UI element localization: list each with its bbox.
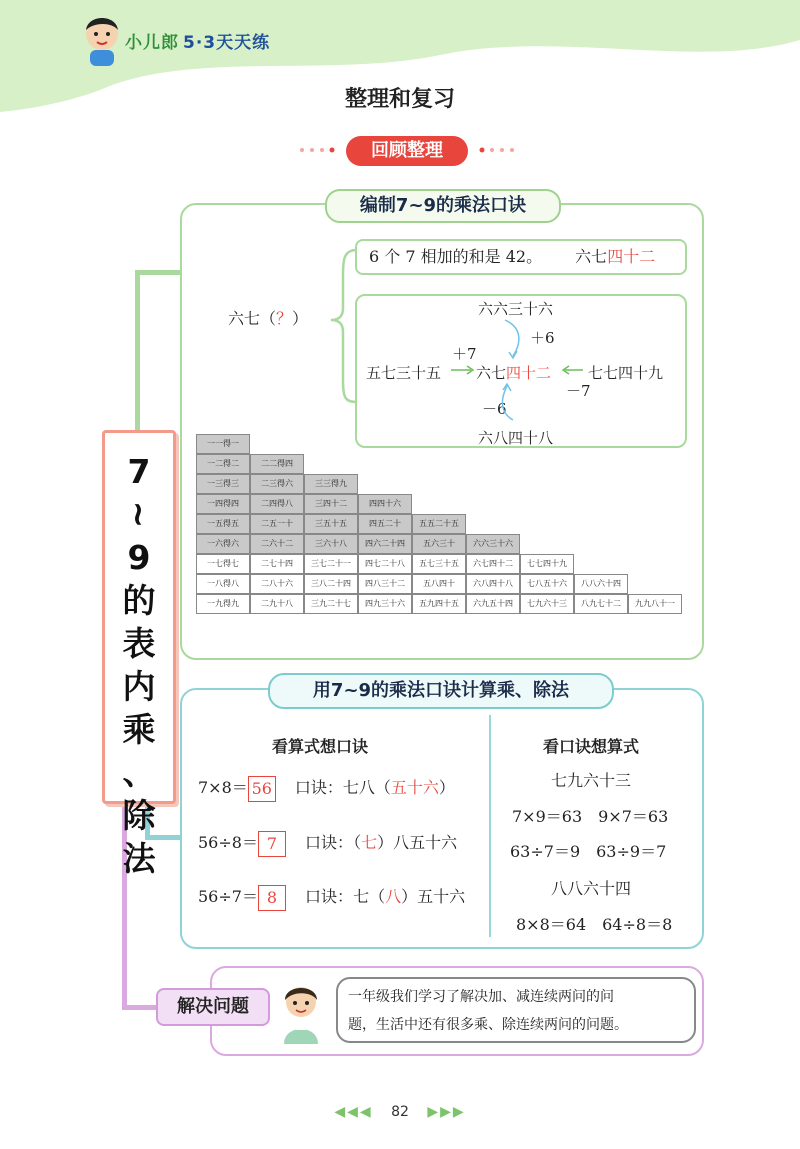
table-cell: 三六十八 [304, 534, 358, 554]
diagram-plus6: ＋6 [530, 329, 555, 347]
table-cell: 四八三十二 [358, 574, 412, 594]
rhyme-answer: 七 [361, 833, 378, 852]
table-cell: 一一得一 [196, 434, 250, 454]
table-cell: 一七得七 [196, 554, 250, 574]
table-cell: 二八十六 [250, 574, 304, 594]
rhyme-answer: 八 [385, 887, 402, 906]
vertical-title-char: ~ [119, 500, 159, 529]
table-cell: 四九三十六 [358, 594, 412, 614]
left-row-2 [198, 830, 457, 857]
right-line-1-2: 63÷7＝9 63÷9＝7 [510, 842, 667, 861]
review-section-badge: 回顾整理 [346, 136, 468, 166]
table-cell: 一九得九 [196, 594, 250, 614]
table-cell: 四六二十四 [358, 534, 412, 554]
tree-line-green [135, 270, 140, 435]
table-cell: 二六十二 [250, 534, 304, 554]
vertical-title-char: 、 [122, 753, 156, 792]
table-cell: 六八四十八 [466, 574, 520, 594]
left-row-1 [198, 775, 455, 802]
rhyme-label: 口诀： [305, 887, 354, 906]
vertical-title [102, 450, 176, 880]
rhyme-answer: 五十六 [390, 778, 439, 797]
rhyme-pre: 七（ [353, 887, 386, 906]
speech-bubble [336, 977, 696, 1043]
diagram-right: 七七四十九 [588, 364, 664, 382]
question-label [228, 306, 308, 329]
table-cell: 五六三十 [412, 534, 466, 554]
table-cell: 三三得九 [304, 474, 358, 494]
rhyme-post: ）五十六 [401, 887, 466, 906]
right-line-2-1: 8×8＝64 64÷8＝8 [516, 915, 673, 934]
table-cell: 八九七十二 [574, 594, 628, 614]
vertical-title-char: 除 [122, 796, 156, 835]
rhyme-post: ）八五十六 [377, 833, 458, 852]
section2-divider [489, 715, 491, 937]
table-cell: 一四得四 [196, 494, 250, 514]
question-mark: ？ [276, 309, 293, 328]
section1-title: 编制7~9的乘法口诀 [325, 189, 561, 223]
vertical-title-char: 乘 [122, 710, 156, 749]
speech-line-1: 一年级我们学习了解决加、减连续两问的问 [348, 989, 614, 1005]
table-cell: 三八二十四 [304, 574, 358, 594]
table-cell: 三五十五 [304, 514, 358, 534]
tree-branch-purple [122, 1005, 158, 1010]
vertical-title-char: 法 [122, 839, 156, 878]
table-cell: 五五二十五 [412, 514, 466, 534]
page-footer [0, 1104, 800, 1120]
series-name: 5·3天天练 [183, 33, 271, 53]
table-cell: 三七二十一 [304, 554, 358, 574]
vertical-title-char: 内 [122, 667, 156, 706]
left-subtitle: 看算式想口诀 [272, 737, 369, 756]
vertical-title-char: 表 [122, 624, 156, 663]
diagram-center-black: 六七 [476, 364, 507, 382]
expr: 7×8＝ [198, 778, 248, 797]
table-cell: 五九四十五 [412, 594, 466, 614]
diagram-left: 五七三十五 [366, 364, 442, 382]
question-suffix: ） [292, 309, 309, 328]
page-number: 82 [391, 1104, 409, 1120]
brand-name: 小儿郎 [125, 33, 179, 53]
fact-box [355, 239, 687, 275]
rhyme-post: ） [438, 778, 455, 797]
right-line-1-1: 7×9＝63 9×7＝63 [512, 807, 669, 826]
rhyme-label: 口诀： [305, 833, 354, 852]
table-cell: 一三得三 [196, 474, 250, 494]
tree-branch-green [135, 270, 183, 275]
table-cell: 五七三十五 [412, 554, 466, 574]
vertical-title-char: 9 [127, 538, 151, 577]
decorative-dots-right [476, 145, 516, 155]
decorative-dots-left [298, 145, 338, 155]
table-cell: 一二得二 [196, 454, 250, 474]
diagram-plus7: ＋7 [452, 345, 477, 363]
table-cell: 五八四十 [412, 574, 466, 594]
table-cell: 二三得六 [250, 474, 304, 494]
fact-text: 6 个 7 相加的和是 42。 [369, 247, 543, 266]
table-cell: 二九十八 [250, 594, 304, 614]
table-cell: 八八六十四 [574, 574, 628, 594]
table-cell: 六七四十二 [466, 554, 520, 574]
diagram-top: 六六三十六 [478, 300, 554, 318]
section2-title: 用7~9的乘法口诀计算乘、除法 [268, 673, 614, 709]
expr: 56÷7＝ [198, 887, 258, 906]
table-cell: 二四得八 [250, 494, 304, 514]
table-cell: 一八得八 [196, 574, 250, 594]
table-cell: 三四十二 [304, 494, 358, 514]
fact-formula-black: 六七 [575, 247, 608, 266]
diagram-arrows [355, 294, 685, 446]
mascot-boy-icon [78, 10, 126, 68]
question-prefix: 六七（ [228, 309, 277, 328]
arrows-right-icon: ▶▶▶ [427, 1104, 466, 1120]
table-cell: 二七十四 [250, 554, 304, 574]
table-cell: 四五二十 [358, 514, 412, 534]
rhyme-pre: （ [353, 833, 362, 852]
vertical-title-char: 的 [122, 581, 156, 620]
section3-title: 解决问题 [156, 988, 270, 1026]
table-cell: 二二得四 [250, 454, 304, 474]
table-cell: 四四十六 [358, 494, 412, 514]
table-cell: 三九二十七 [304, 594, 358, 614]
rhyme-pre: 七八（ [342, 778, 391, 797]
right-rhyme-2: 八八六十四 [551, 879, 632, 898]
table-cell: 六六三十六 [466, 534, 520, 554]
answer-box: 7 [258, 831, 286, 857]
brand-title [125, 28, 270, 53]
rhyme-label: 口诀： [294, 778, 343, 797]
left-row-3 [198, 884, 465, 911]
page-title: 整理和复习 [344, 87, 455, 112]
table-cell: 九九八十一 [628, 594, 682, 614]
table-cell: 四七二十八 [358, 554, 412, 574]
right-rhyme-1: 七九六十三 [551, 771, 632, 790]
fact-formula-red: 四十二 [607, 247, 656, 266]
right-subtitle: 看口诀想算式 [543, 737, 640, 756]
table-cell: 二五一十 [250, 514, 304, 534]
vertical-title-char: 7 [127, 452, 151, 491]
diagram-bottom: 六八四十八 [478, 429, 554, 447]
table-cell: 七八五十六 [520, 574, 574, 594]
table-cell: 七九六十三 [520, 594, 574, 614]
table-cell: 六九五十四 [466, 594, 520, 614]
answer-box: 8 [258, 885, 286, 911]
answer-box: 56 [248, 776, 276, 802]
table-cell: 七七四十九 [520, 554, 574, 574]
table-cell: 一五得五 [196, 514, 250, 534]
diagram-minus6: －6 [482, 400, 507, 418]
speech-line-2: 题，生活中还有很多乘、除连续两问的问题。 [348, 1017, 628, 1033]
expr: 56÷8＝ [198, 833, 258, 852]
diagram-minus7: －7 [566, 382, 591, 400]
arrows-left-icon: ◀◀◀ [334, 1104, 373, 1120]
boy-character-icon [276, 980, 326, 1044]
table-cell: 一六得六 [196, 534, 250, 554]
diagram-center-red: 四十二 [506, 364, 552, 382]
